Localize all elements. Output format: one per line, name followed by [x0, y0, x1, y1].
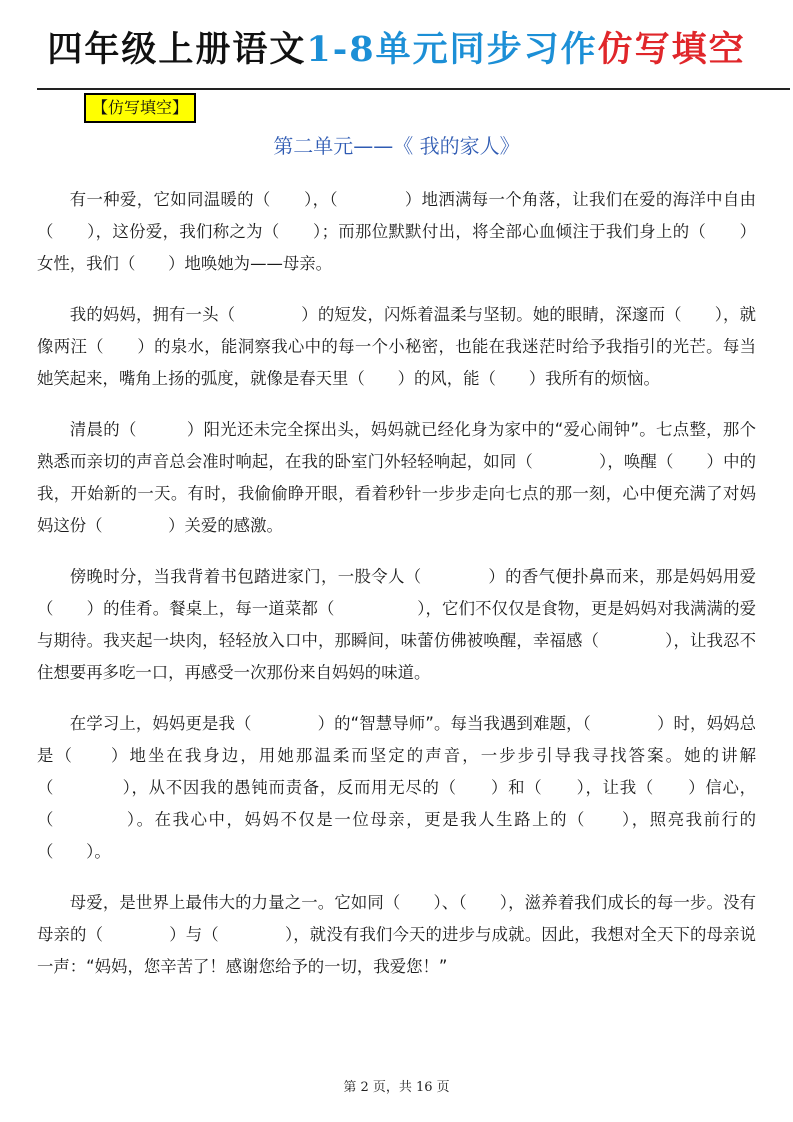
title-exercise-type: 仿写填空 [597, 29, 746, 70]
section-tag: 【仿写填空】 [84, 93, 196, 123]
paragraph-morning: 清晨的（ ）阳光还未完全探出头，妈妈就已经化身为家中的“爱心闹钟”。七点整，那个熟悉而亲切的声音总会准时响起，在我的卧室门外轻轻响起，如同（ ），唤醒（ ）中的我，开始新的一天。有时，我偷偷睁开眼，看着秒针一步步走向七点的那一刻，心中便充满了对妈妈这份（ ）关爱的感激。 [37, 420, 756, 535]
page-number: 第 2 页，共 16 页 [343, 1080, 450, 1095]
paragraph-intro: 有一种爱，它如同温暖的（ ），（ ）地洒满每一个角落，让我们在爱的海洋中自由（ ），这份爱，我们称之为（ ）；而那位默默付出，将全部心血倾注于我们身上的（ ）女性，我们（ ）地唤她为——母亲。 [37, 190, 756, 273]
essay-body [37, 184, 756, 1002]
paragraph-study: 在学习上，妈妈更是我（ ）的“智慧导师”。每当我遇到难题，（ ）时，妈妈总是（ ）地坐在我身边，用她那温柔而坚定的声音，一步步引导我寻找答案。她的讲解（ ），从不因我的愚钝而责备，反而用无尽的（ ）和（ ），让我（ ）信心，（ ）。在我心中，妈妈不仅是一位母亲，更是我人生路上的（ ），照亮我前行的（ ）。 [37, 714, 756, 861]
section-title: 第二单元——《 我的家人》 [273, 134, 520, 158]
paragraph-conclusion: 母爱，是世界上最伟大的力量之一。它如同（ ）、（ ），滋养着我们成长的每一步。没有母亲的（ ）与（ ），就没有我们今天的进步与成就。因此，我想对全天下的母亲说一声：“妈妈，您辛苦了！感谢您给予的一切，我爱您！” [37, 893, 756, 976]
document-title [0, 22, 793, 72]
title-unit-range: 1-8单元同步习作 [306, 29, 598, 70]
paragraph-appearance: 我的妈妈，拥有一头（ ）的短发，闪烁着温柔与坚韧。她的眼睛，深邃而（ ），就像两汪（ ）的泉水，能洞察我心中的每一个小秘密，也能在我迷茫时给予我指引的光芒。每当她笑起来，嘴角上扬的弧度，就像是春天里（ ）的风，能（ ）我所有的烦恼。 [37, 305, 756, 388]
title-grade-subject: 四年级上册语文 [47, 29, 307, 70]
header-divider [37, 88, 790, 90]
paragraph-evening: 傍晚时分，当我背着书包踏进家门，一股令人（ ）的香气便扑鼻而来，那是妈妈用爱（ ）的佳肴。餐桌上，每一道菜都（ ），它们不仅仅是食物，更是妈妈对我满满的爱与期待。我夹起一块肉，轻轻放入口中，那瞬间，味蕾仿佛被唤醒，幸福感（ ），让我忍不住想要再多吃一口，再感受一次那份来自妈妈的味道。 [37, 567, 756, 682]
